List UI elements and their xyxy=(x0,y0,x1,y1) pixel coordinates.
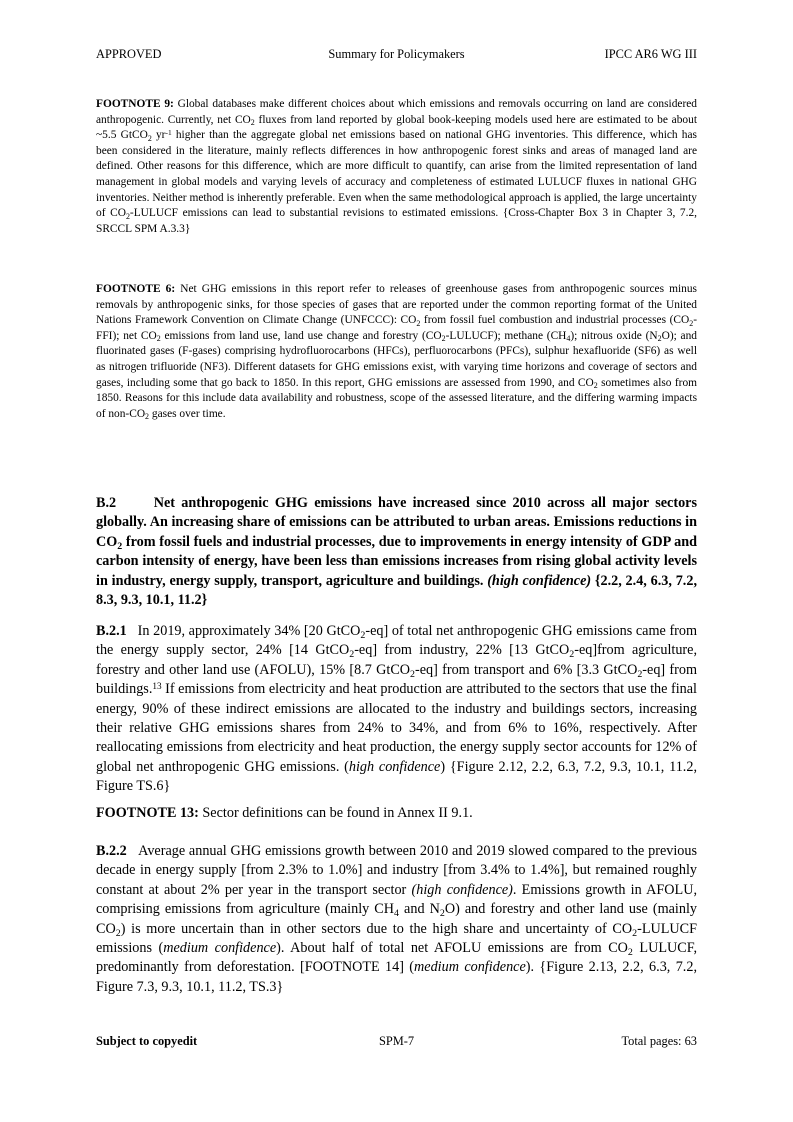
footnote-6-paragraph: FOOTNOTE 6: Net GHG emissions in this report refer to releases of greenhouse gases from anthropogenic sources minus removals by anthropogenic sinks, for those species of gases that are reported under the common reporting format of the United Nations Framework Convention on Climate Change (UNFCCC): $CO_2$ from fossil fuel combustion and industrial processes $(CO_2-FFI)$; net $CO_2$ emissions from land use, land use change and forestry $(CO_2-LULUCF)$; methane $(CH_4)$; nitrous oxide $(N_2O)$; and fluorinated gases (F-gases) comprising hydrofluorocarbons (HFCs), perfluorocarbons (PFCs), sulphur hexafluoride (SF6) as well as nitrogen trifluoride (NF3). Different datasets for GHG emissions exist, with varying time horizons and coverage of sectors and gases, including some that go back to 1850. In this report, GHG emissions are assessed from 1990, and $CO_2$ sometimes also from 1850. Reasons for this include data availability and robustness, scope of the assessed literature, and the differing warming impacts of non-$CO_2$ gases over time. xyxy=(96,283,698,422)
header-status: APPROVED xyxy=(96,47,162,61)
section-b2-1-number: B.2.1 xyxy=(96,623,127,639)
footnote-ref-13: 13 xyxy=(152,681,162,692)
confidence-label: (high confidence) xyxy=(487,572,592,589)
footer-page-number: SPM-7 xyxy=(378,1034,415,1048)
confidence-label: (high confidence) xyxy=(411,881,513,898)
footnote-6-label: FOOTNOTE 6: xyxy=(96,283,176,295)
confidence-label: high confidence xyxy=(348,758,441,775)
footer-copyedit-note: Subject to copyedit xyxy=(96,1034,198,1048)
section-b2-headline xyxy=(96,494,697,610)
footnote-6 xyxy=(96,282,697,422)
section-b2-number: B.2 xyxy=(96,495,117,511)
footer-total-pages: Total pages: 63 xyxy=(621,1034,697,1048)
page-footer xyxy=(96,1034,697,1050)
section-b2-paragraph: B.2 Net anthropogenic GHG emissions have increased since 2010 across all major sectors globally. An increasing share of emissions can be attributed to urban areas. Emissions reductions in $CO_2$ from fossil fuels and industrial processes, due to improvements in energy intensity of GDP and carbon intensity of energy, have been less than emissions increases from rising global activity levels in industry, energy supply, transport, agriculture and buildings. (high confidence) {2.2, 2.4, 6.3, 7.2, 8.3, 9.3, 10.1, 11.2} xyxy=(96,495,697,609)
footnote-13 xyxy=(96,804,697,823)
section-b2-1 xyxy=(96,622,697,797)
confidence-label: medium confidence xyxy=(163,940,277,957)
footnote-9-label: FOOTNOTE 9: xyxy=(96,98,174,110)
footnote-9-paragraph: FOOTNOTE 9: Global databases make different choices about which emissions and removals occurring on land are considered anthropogenic. Currently, net $CO_2$ fluxes from land reported by global book-keeping models used here are estimated to be about ~5.5 GtCO$_2$ $yr^{-1}$ higher than the aggregate global net emissions based on national GHG inventories. This difference, which has been considered in the literature, mainly reflects differences in how anthropogenic forest sinks and areas of managed land are defined. Other reasons for this difference, which are more difficult to quantify, can arise from the limited representation of land management in global models and varying levels of accuracy and completeness of estimated LULUCF fluxes in national GHG inventories. Neither method is inherently preferable. Even when the same methodological approach is applied, the large uncertainty of $CO_2$-LULUCF emissions can lead to substantial revisions to estimated emissions. {Cross-Chapter Box 3 in Chapter 3, 7.2, SRCCL SPM A.3.3} xyxy=(96,98,697,235)
section-b2-1-paragraph: B.2.1 In 2019, approximately 34% [20 GtCO$_2$-eq] of total net anthropogenic GHG emissions came from the energy supply sector, 24% [14 GtCO$_2$-eq] from industry, 22% [13 GtCO$_2$-eq]from agriculture, forestry and other land use (AFOLU), 15% [8.7 GtCO$_2$-eq] from transport and 6% [3.3 GtCO$_2$-eq] from buildings.$^{13}$ If emissions from electricity and heat production are attributed to the sectors that use the final energy, 90% of these indirect emissions are allocated to the industry and buildings sectors, increasing their relative GHG emissions shares from 24% to 34%, and from 6% to 16%, respectively. After reallocating emissions from electricity and heat production, the energy supply sector accounts for 12% of global net anthropogenic GHG emissions. (high confidence) {Figure 2.12, 2.2, 6.3, 7.2, 9.3, 10.1, 11.2, Figure TS.6} xyxy=(96,623,698,795)
footnote-13-label: FOOTNOTE 13: xyxy=(96,805,199,821)
footnote-9 xyxy=(96,97,697,237)
footnote-13-paragraph: FOOTNOTE 13: Sector definitions can be found in Annex II 9.1. xyxy=(96,805,473,821)
page-header xyxy=(96,47,697,63)
section-b2-2-paragraph: B.2.2 Average annual GHG emissions growth between 2010 and 2019 slowed compared to the previous decade in energy supply [from 2.3% to 1.0%] and industry [from 3.4% to 1.4%], but remained roughly constant at about 2% per year in the transport sector (high confidence). Emissions growth in AFOLU, comprising emissions from agriculture (mainly $CH_4$ and $N_2O$) and forestry and other land use (mainly $CO_2$) is more uncertain than in other sectors due to the high share and uncertainty of $CO_2$-LULUCF emissions (medium confidence). About half of total net AFOLU emissions are from $CO_2$ LULUCF, predominantly from deforestation. [FOOTNOTE 14] (medium confidence). {Figure 2.13, 2.2, 6.3, 7.2, Figure 7.3, 9.3, 10.1, 11.2, TS.3} xyxy=(96,843,698,995)
section-b2-2-number: B.2.2 xyxy=(96,843,127,859)
section-b2-2 xyxy=(96,842,697,997)
header-title: Summary for Policymakers xyxy=(328,47,465,61)
confidence-label: medium confidence xyxy=(414,959,526,976)
header-report: IPCC AR6 WG III xyxy=(604,47,697,61)
